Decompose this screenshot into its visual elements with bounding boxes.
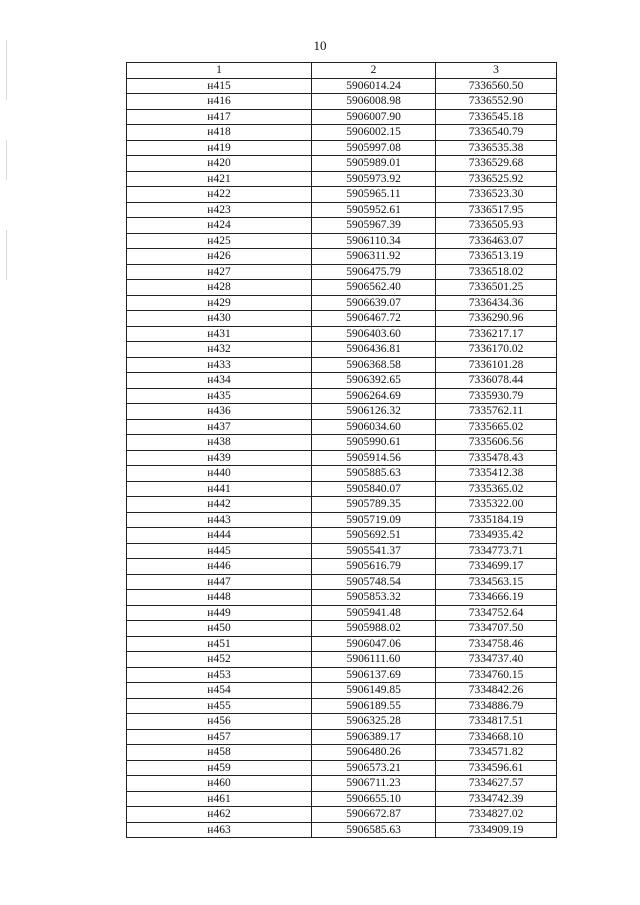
- table-row: [127, 326, 557, 342]
- point-id-cell: н460: [127, 776, 312, 792]
- point-id-cell: н420: [127, 156, 312, 172]
- y-coordinate-cell: 7336523.30: [436, 187, 557, 203]
- table-row: [127, 156, 557, 172]
- x-coordinate-cell: 5906639.07: [312, 295, 436, 311]
- x-coordinate-cell: 5906480.26: [312, 745, 436, 761]
- y-coordinate-cell: 7334760.15: [436, 667, 557, 683]
- y-coordinate-cell: 7336540.79: [436, 125, 557, 141]
- point-id-cell: н442: [127, 497, 312, 513]
- table-row: [127, 683, 557, 699]
- x-coordinate-cell: 5906189.55: [312, 698, 436, 714]
- scan-margin-mark: [6, 140, 7, 180]
- coordinates-table: [126, 62, 557, 838]
- table-row: [127, 760, 557, 776]
- point-id-cell: н447: [127, 574, 312, 590]
- y-coordinate-cell: 7334742.39: [436, 791, 557, 807]
- point-id-cell: н440: [127, 466, 312, 482]
- point-id-cell: н439: [127, 450, 312, 466]
- y-coordinate-cell: 7336535.38: [436, 140, 557, 156]
- x-coordinate-cell: 5905988.02: [312, 621, 436, 637]
- point-id-cell: н448: [127, 590, 312, 606]
- y-coordinate-cell: 7336463.07: [436, 233, 557, 249]
- table-row: [127, 605, 557, 621]
- table-row: [127, 698, 557, 714]
- y-coordinate-cell: 7335930.79: [436, 388, 557, 404]
- table-row: [127, 295, 557, 311]
- table-row: [127, 233, 557, 249]
- table-row: [127, 466, 557, 482]
- y-coordinate-cell: 7335412.38: [436, 466, 557, 482]
- x-coordinate-cell: 5906655.10: [312, 791, 436, 807]
- y-coordinate-cell: 7334773.71: [436, 543, 557, 559]
- table-row: [127, 822, 557, 838]
- point-id-cell: н450: [127, 621, 312, 637]
- table-row: [127, 342, 557, 358]
- point-id-cell: н425: [127, 233, 312, 249]
- point-id-cell: н441: [127, 481, 312, 497]
- y-coordinate-cell: 7336170.02: [436, 342, 557, 358]
- table-row: [127, 311, 557, 327]
- table-row: [127, 202, 557, 218]
- table-row: [127, 140, 557, 156]
- x-coordinate-cell: 5905965.11: [312, 187, 436, 203]
- point-id-cell: н423: [127, 202, 312, 218]
- y-coordinate-cell: 7336078.44: [436, 373, 557, 389]
- x-coordinate-cell: 5906014.24: [312, 78, 436, 94]
- table-row: [127, 388, 557, 404]
- table-row: [127, 590, 557, 606]
- x-coordinate-cell: 5905989.01: [312, 156, 436, 172]
- point-id-cell: н438: [127, 435, 312, 451]
- x-coordinate-cell: 5906562.40: [312, 280, 436, 296]
- scan-margin-mark: [6, 230, 7, 280]
- table-row: [127, 528, 557, 544]
- table-row: [127, 543, 557, 559]
- table-row: [127, 249, 557, 265]
- y-coordinate-cell: 7334827.02: [436, 807, 557, 823]
- table-row: [127, 450, 557, 466]
- x-coordinate-cell: 5905853.32: [312, 590, 436, 606]
- x-coordinate-cell: 5905973.92: [312, 171, 436, 187]
- point-id-cell: н428: [127, 280, 312, 296]
- table-row: [127, 729, 557, 745]
- table-row: [127, 125, 557, 141]
- point-id-cell: н445: [127, 543, 312, 559]
- x-coordinate-cell: 5906111.60: [312, 652, 436, 668]
- column-header-x: 2: [312, 63, 436, 79]
- x-coordinate-cell: 5906403.60: [312, 326, 436, 342]
- table-row: [127, 776, 557, 792]
- y-coordinate-cell: 7336217.17: [436, 326, 557, 342]
- table-row: [127, 109, 557, 125]
- y-coordinate-cell: 7334596.61: [436, 760, 557, 776]
- x-coordinate-cell: 5906392.65: [312, 373, 436, 389]
- table-row: [127, 652, 557, 668]
- y-coordinate-cell: 7335606.56: [436, 435, 557, 451]
- point-id-cell: н429: [127, 295, 312, 311]
- point-id-cell: н417: [127, 109, 312, 125]
- x-coordinate-cell: 5905914.56: [312, 450, 436, 466]
- point-id-cell: н461: [127, 791, 312, 807]
- table-row: [127, 280, 557, 296]
- point-id-cell: н456: [127, 714, 312, 730]
- x-coordinate-cell: 5905748.54: [312, 574, 436, 590]
- point-id-cell: н434: [127, 373, 312, 389]
- x-coordinate-cell: 5906368.58: [312, 357, 436, 373]
- y-coordinate-cell: 7334699.17: [436, 559, 557, 575]
- y-coordinate-cell: 7334668.10: [436, 729, 557, 745]
- x-coordinate-cell: 5906672.87: [312, 807, 436, 823]
- table-row: [127, 94, 557, 110]
- x-coordinate-cell: 5905997.08: [312, 140, 436, 156]
- point-id-cell: н422: [127, 187, 312, 203]
- column-header-point: 1: [127, 63, 312, 79]
- point-id-cell: н457: [127, 729, 312, 745]
- x-coordinate-cell: 5906002.15: [312, 125, 436, 141]
- y-coordinate-cell: 7336525.92: [436, 171, 557, 187]
- y-coordinate-cell: 7334752.64: [436, 605, 557, 621]
- table-row: [127, 481, 557, 497]
- point-id-cell: н463: [127, 822, 312, 838]
- y-coordinate-cell: 7335762.11: [436, 404, 557, 420]
- x-coordinate-cell: 5906264.69: [312, 388, 436, 404]
- table-row: [127, 419, 557, 435]
- y-coordinate-cell: 7334909.19: [436, 822, 557, 838]
- y-coordinate-cell: 7335184.19: [436, 512, 557, 528]
- point-id-cell: н431: [127, 326, 312, 342]
- x-coordinate-cell: 5906007.90: [312, 109, 436, 125]
- x-coordinate-cell: 5905952.61: [312, 202, 436, 218]
- table-row: [127, 791, 557, 807]
- y-coordinate-cell: 7336529.68: [436, 156, 557, 172]
- point-id-cell: н435: [127, 388, 312, 404]
- point-id-cell: н427: [127, 264, 312, 280]
- point-id-cell: н443: [127, 512, 312, 528]
- point-id-cell: н433: [127, 357, 312, 373]
- table-row: [127, 218, 557, 234]
- x-coordinate-cell: 5906110.34: [312, 233, 436, 249]
- y-coordinate-cell: 7334627.57: [436, 776, 557, 792]
- table-row: [127, 621, 557, 637]
- table-row: [127, 667, 557, 683]
- x-coordinate-cell: 5906126.32: [312, 404, 436, 420]
- point-id-cell: н449: [127, 605, 312, 621]
- y-coordinate-cell: 7336560.50: [436, 78, 557, 94]
- table-row: [127, 497, 557, 513]
- table-row: [127, 574, 557, 590]
- x-coordinate-cell: 5906573.21: [312, 760, 436, 776]
- table-row: [127, 78, 557, 94]
- y-coordinate-cell: 7336290.96: [436, 311, 557, 327]
- point-id-cell: н421: [127, 171, 312, 187]
- point-id-cell: н451: [127, 636, 312, 652]
- table-row: [127, 264, 557, 280]
- table-row: [127, 636, 557, 652]
- point-id-cell: н444: [127, 528, 312, 544]
- point-id-cell: н416: [127, 94, 312, 110]
- x-coordinate-cell: 5906008.98: [312, 94, 436, 110]
- x-coordinate-cell: 5905990.61: [312, 435, 436, 451]
- point-id-cell: н430: [127, 311, 312, 327]
- x-coordinate-cell: 5906311.92: [312, 249, 436, 265]
- point-id-cell: н453: [127, 667, 312, 683]
- x-coordinate-cell: 5906389.17: [312, 729, 436, 745]
- point-id-cell: н418: [127, 125, 312, 141]
- x-coordinate-cell: 5906585.63: [312, 822, 436, 838]
- point-id-cell: н459: [127, 760, 312, 776]
- x-coordinate-cell: 5906467.72: [312, 311, 436, 327]
- x-coordinate-cell: 5906137.69: [312, 667, 436, 683]
- point-id-cell: н458: [127, 745, 312, 761]
- x-coordinate-cell: 5905616.79: [312, 559, 436, 575]
- table-row: [127, 357, 557, 373]
- y-coordinate-cell: 7336513.19: [436, 249, 557, 265]
- table-row: [127, 404, 557, 420]
- x-coordinate-cell: 5905840.07: [312, 481, 436, 497]
- x-coordinate-cell: 5905967.39: [312, 218, 436, 234]
- x-coordinate-cell: 5905789.35: [312, 497, 436, 513]
- point-id-cell: н415: [127, 78, 312, 94]
- x-coordinate-cell: 5906325.28: [312, 714, 436, 730]
- x-coordinate-cell: 5906034.60: [312, 419, 436, 435]
- y-coordinate-cell: 7334758.46: [436, 636, 557, 652]
- y-coordinate-cell: 7336505.93: [436, 218, 557, 234]
- y-coordinate-cell: 7336501.25: [436, 280, 557, 296]
- y-coordinate-cell: 7335365.02: [436, 481, 557, 497]
- page-number: 10: [313, 38, 327, 53]
- x-coordinate-cell: 5905719.09: [312, 512, 436, 528]
- x-coordinate-cell: 5906475.79: [312, 264, 436, 280]
- table-row: [127, 745, 557, 761]
- table-row: [127, 187, 557, 203]
- table-header-row: [127, 63, 557, 79]
- y-coordinate-cell: 7334666.19: [436, 590, 557, 606]
- point-id-cell: н446: [127, 559, 312, 575]
- y-coordinate-cell: 7335478.43: [436, 450, 557, 466]
- y-coordinate-cell: 7336101.28: [436, 357, 557, 373]
- x-coordinate-cell: 5905692.51: [312, 528, 436, 544]
- x-coordinate-cell: 5906149.85: [312, 683, 436, 699]
- point-id-cell: н437: [127, 419, 312, 435]
- x-coordinate-cell: 5906047.06: [312, 636, 436, 652]
- x-coordinate-cell: 5905541.37: [312, 543, 436, 559]
- y-coordinate-cell: 7334737.40: [436, 652, 557, 668]
- y-coordinate-cell: 7335322.00: [436, 497, 557, 513]
- table-row: [127, 714, 557, 730]
- y-coordinate-cell: 7336545.18: [436, 109, 557, 125]
- point-id-cell: н454: [127, 683, 312, 699]
- y-coordinate-cell: 7336518.02: [436, 264, 557, 280]
- y-coordinate-cell: 7336434.36: [436, 295, 557, 311]
- point-id-cell: н455: [127, 698, 312, 714]
- table-row: [127, 171, 557, 187]
- point-id-cell: н424: [127, 218, 312, 234]
- x-coordinate-cell: 5905941.48: [312, 605, 436, 621]
- y-coordinate-cell: 7334935.42: [436, 528, 557, 544]
- table-row: [127, 559, 557, 575]
- table-body: [127, 78, 557, 838]
- y-coordinate-cell: 7334571.82: [436, 745, 557, 761]
- point-id-cell: н462: [127, 807, 312, 823]
- table-row: [127, 512, 557, 528]
- point-id-cell: н419: [127, 140, 312, 156]
- y-coordinate-cell: 7335665.02: [436, 419, 557, 435]
- table-row: [127, 435, 557, 451]
- y-coordinate-cell: 7334563.15: [436, 574, 557, 590]
- point-id-cell: н452: [127, 652, 312, 668]
- column-header-y: 3: [436, 63, 557, 79]
- y-coordinate-cell: 7334707.50: [436, 621, 557, 637]
- table-row: [127, 807, 557, 823]
- point-id-cell: н426: [127, 249, 312, 265]
- y-coordinate-cell: 7334886.79: [436, 698, 557, 714]
- table-row: [127, 373, 557, 389]
- point-id-cell: н432: [127, 342, 312, 358]
- x-coordinate-cell: 5905885.63: [312, 466, 436, 482]
- y-coordinate-cell: 7336517.95: [436, 202, 557, 218]
- point-id-cell: н436: [127, 404, 312, 420]
- x-coordinate-cell: 5906711.23: [312, 776, 436, 792]
- x-coordinate-cell: 5906436.81: [312, 342, 436, 358]
- y-coordinate-cell: 7334817.51: [436, 714, 557, 730]
- y-coordinate-cell: 7334842.26: [436, 683, 557, 699]
- y-coordinate-cell: 7336552.90: [436, 94, 557, 110]
